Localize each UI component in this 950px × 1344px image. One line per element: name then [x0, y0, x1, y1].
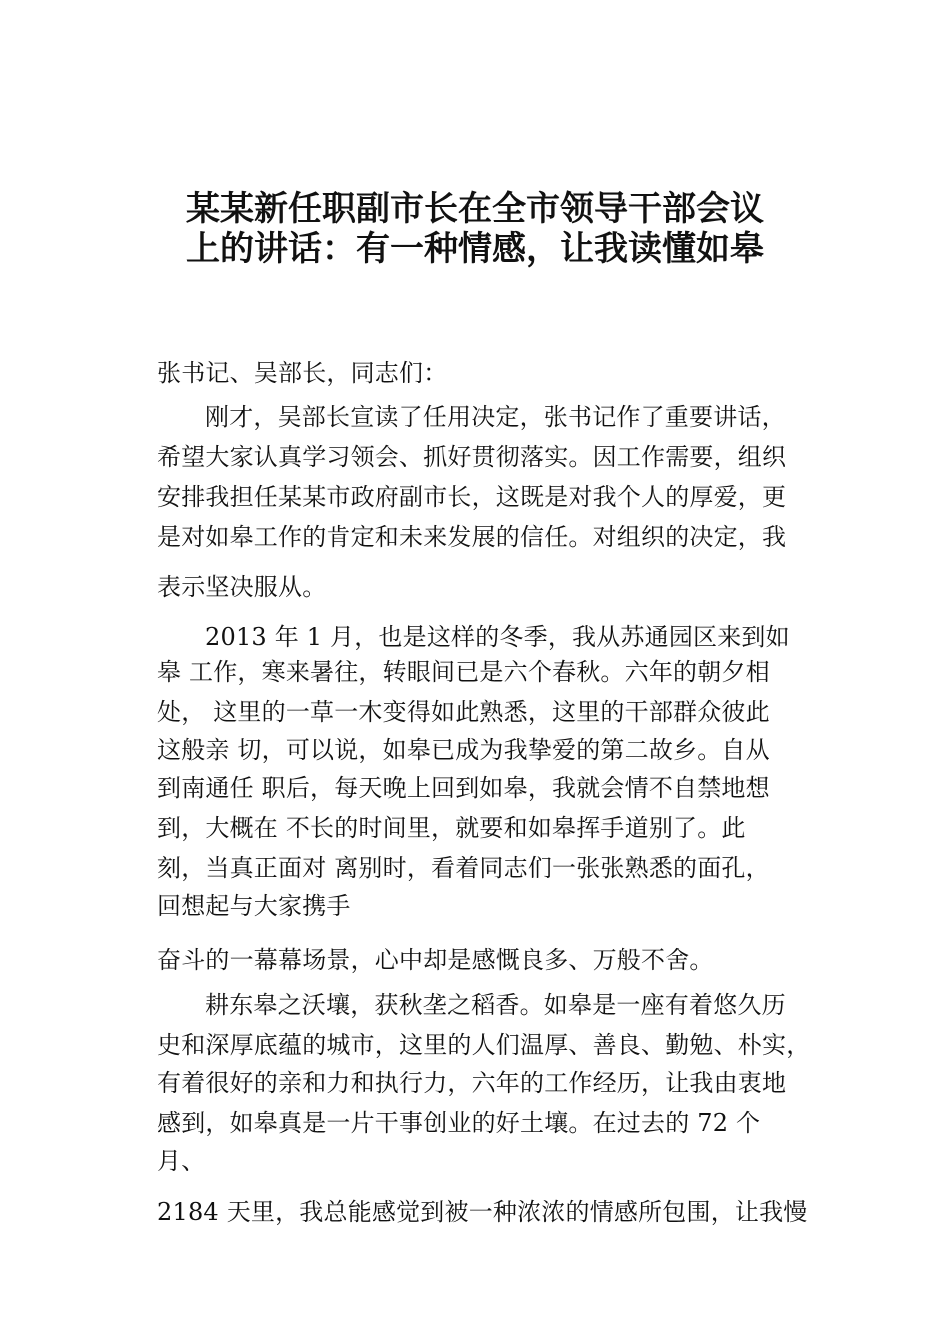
paragraph-3-line-6: 2184 天里，我总能感觉到被一种浓浓的情感所包围，让我慢: [157, 1198, 808, 1226]
paragraph-1-line-5: 表示坚决服从。: [157, 573, 327, 601]
salutation: 张书记、吴部长，同志们：: [157, 359, 448, 387]
paragraph-3-line-3: 有着很好的亲和力和执行力，六年的工作经历，让我由衷地: [157, 1069, 787, 1097]
document-title-line-1: 某某新任职副市长在全市领导干部会议: [186, 189, 764, 229]
paragraph-3-line-1: 耕东皋之沃壤，获秋垄之稻香。如皋是一座有着悠久历: [205, 991, 786, 1019]
paragraph-2-line-9: 奋斗的一幕幕场景，心中却是感慨良多、万般不舍。: [157, 946, 714, 974]
paragraph-2-line-3: 处， 这里的一草一木变得如此熟悉，这里的干部群众彼此: [157, 698, 770, 726]
document-title-line-2: 上的讲话：有一种情感，让我读懂如皋: [186, 229, 764, 269]
paragraph-1-line-3: 安排我担任某某市政府副市长，这既是对我个人的厚爱，更: [157, 483, 787, 511]
paragraph-2-line-4: 这般亲 切，可以说，如皋已成为我挚爱的第二故乡。自从: [157, 736, 770, 764]
paragraph-1-line-4: 是对如皋工作的肯定和未来发展的信任。对组织的决定，我: [157, 523, 787, 551]
paragraph-1-line-1: 刚才，吴部长宣读了任用决定，张书记作了重要讲话，: [205, 403, 786, 431]
paragraph-2-line-5: 到南通任 职后，每天晚上回到如皋，我就会情不自禁地想: [157, 774, 770, 802]
paragraph-2-line-8: 回想起与大家携手: [157, 892, 351, 920]
paragraph-3-line-5: 月、: [157, 1147, 206, 1175]
paragraph-2-line-7: 刻，当真正面对 离别时，看着同志们一张张熟悉的面孔，: [157, 854, 770, 882]
paragraph-1-line-2: 希望大家认真学习领会、抓好贯彻落实。因工作需要，组织: [157, 443, 787, 471]
paragraph-2-line-6: 到，大概在 不长的时间里，就要和如皋挥手道别了。此: [157, 814, 746, 842]
paragraph-2-line-2: 皋 工作，寒来暑往，转眼间已是六个春秋。六年的朝夕相: [157, 658, 770, 686]
paragraph-2-line-1: 2013 年 1 月，也是这样的冬季，我从苏通园区来到如: [205, 623, 790, 651]
paragraph-3-line-2: 史和深厚底蕴的城市，这里的人们温厚、善良、勤勉、朴实，: [157, 1031, 811, 1059]
paragraph-3-line-4: 感到，如皋真是一片干事创业的好土壤。在过去的 72 个: [157, 1109, 761, 1137]
